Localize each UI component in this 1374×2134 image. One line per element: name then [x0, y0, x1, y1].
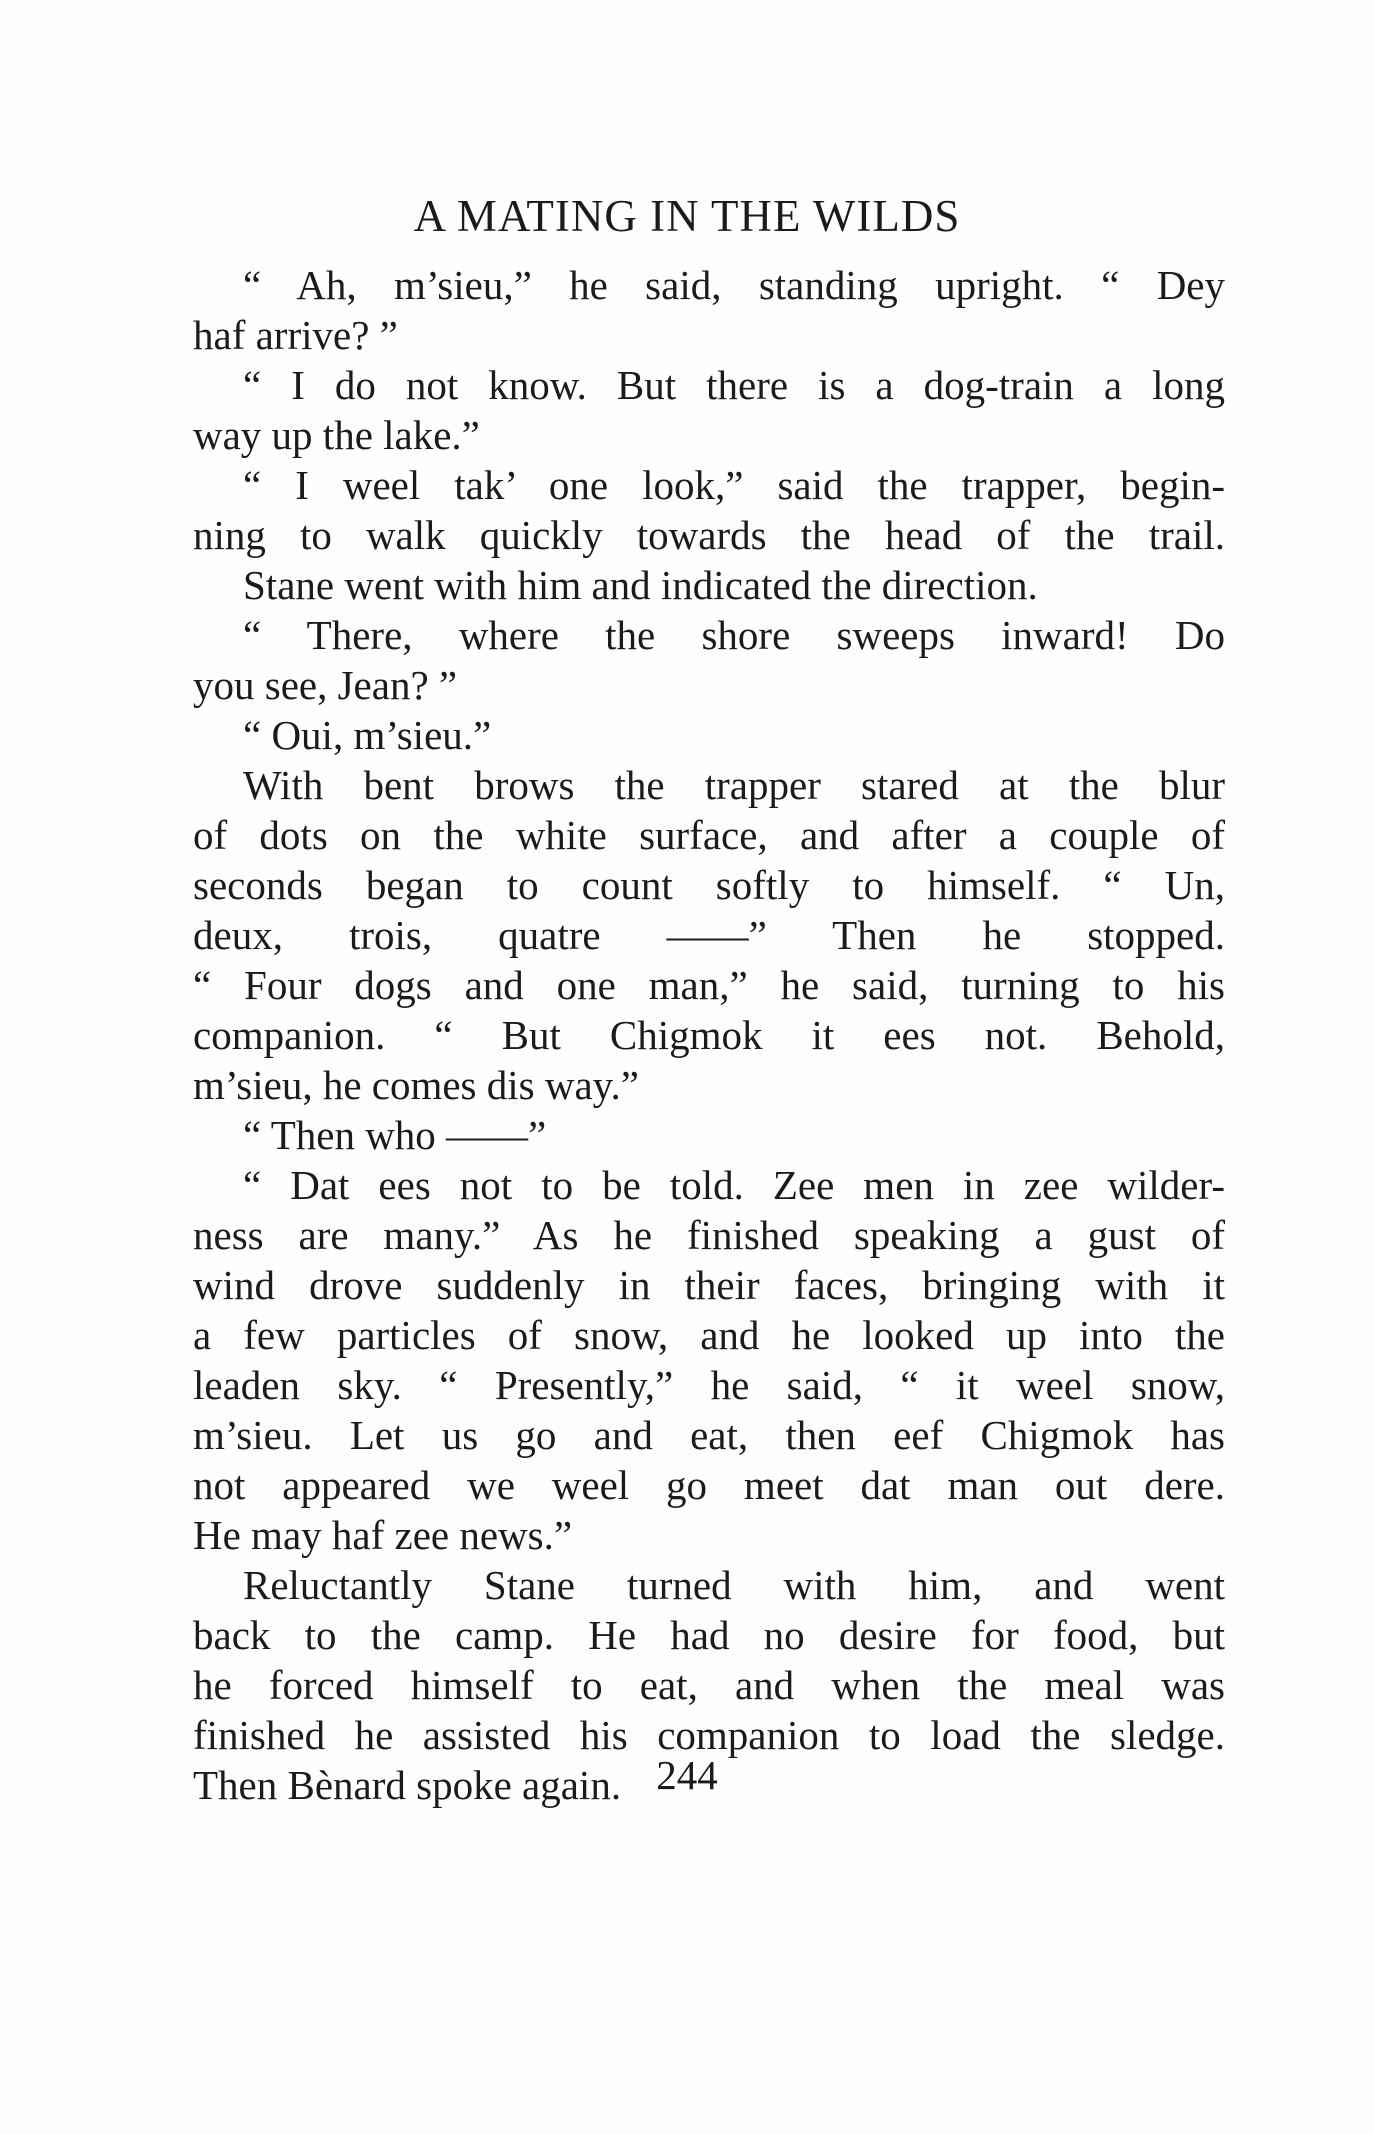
text-line: “ Four dogs and one man,” he said, turning to his	[193, 962, 1225, 1008]
text-line: ning to walk quickly towards the head of the trail.	[193, 512, 1225, 558]
text-line: “ Ah, m’sieu,” he said, standing upright. “ Dey	[243, 262, 1225, 308]
text-line: deux, trois, quatre ——” Then he stopped.	[193, 912, 1225, 958]
text-line: “ Oui, m’sieu.”	[243, 712, 492, 758]
text-line: finished he assisted his companion to load the sledge.	[193, 1712, 1225, 1758]
text-line: back to the camp. He had no desire for food, but	[193, 1612, 1225, 1658]
text-line: haf arrive? ”	[193, 312, 398, 358]
text-line: seconds began to count softly to himself. “ Un,	[193, 862, 1225, 908]
text-line: Then Bènard spoke again.	[193, 1762, 622, 1808]
text-line: way up the lake.”	[193, 412, 480, 458]
text-line: he forced himself to eat, and when the meal was	[193, 1662, 1225, 1708]
body-text	[193, 260, 1225, 1810]
text-line: “ Then who ——”	[243, 1112, 547, 1158]
text-line: companion. “ But Chigmok it ees not. Behold,	[193, 1012, 1225, 1058]
text-line: leaden sky. “ Presently,” he said, “ it weel snow,	[193, 1362, 1225, 1408]
text-line: Reluctantly Stane turned with him, and went	[243, 1562, 1225, 1608]
text-line: He may haf zee news.”	[193, 1512, 573, 1558]
text-line: “ There, where the shore sweeps inward! Do	[243, 612, 1225, 658]
text-line: you see, Jean? ”	[193, 662, 458, 708]
text-line: “ I weel tak’ one look,” said the trapper, begin-	[243, 462, 1225, 508]
text-line: With bent brows the trapper stared at the blur	[243, 762, 1225, 808]
text-line: a few particles of snow, and he looked up into the	[193, 1312, 1225, 1358]
text-line: ness are many.” As he finished speaking a gust of	[193, 1212, 1225, 1258]
text-line: “ I do not know. But there is a dog-train a long	[243, 362, 1225, 408]
text-line: Stane went with him and indicated the direction.	[243, 562, 1038, 608]
text-line: of dots on the white surface, and after a couple of	[193, 812, 1225, 858]
text-line: not appeared we weel go meet dat man out dere.	[193, 1462, 1225, 1508]
text-line: wind drove suddenly in their faces, bringing with it	[193, 1262, 1225, 1308]
text-line: m’sieu. Let us go and eat, then eef Chigmok has	[193, 1412, 1225, 1458]
running-title: A MATING IN THE WILDS	[413, 191, 961, 241]
text-line: m’sieu, he comes dis way.”	[193, 1062, 639, 1108]
text-line: “ Dat ees not to be told. Zee men in zee wilder-	[243, 1162, 1225, 1208]
page-number: 244	[656, 1752, 718, 1798]
